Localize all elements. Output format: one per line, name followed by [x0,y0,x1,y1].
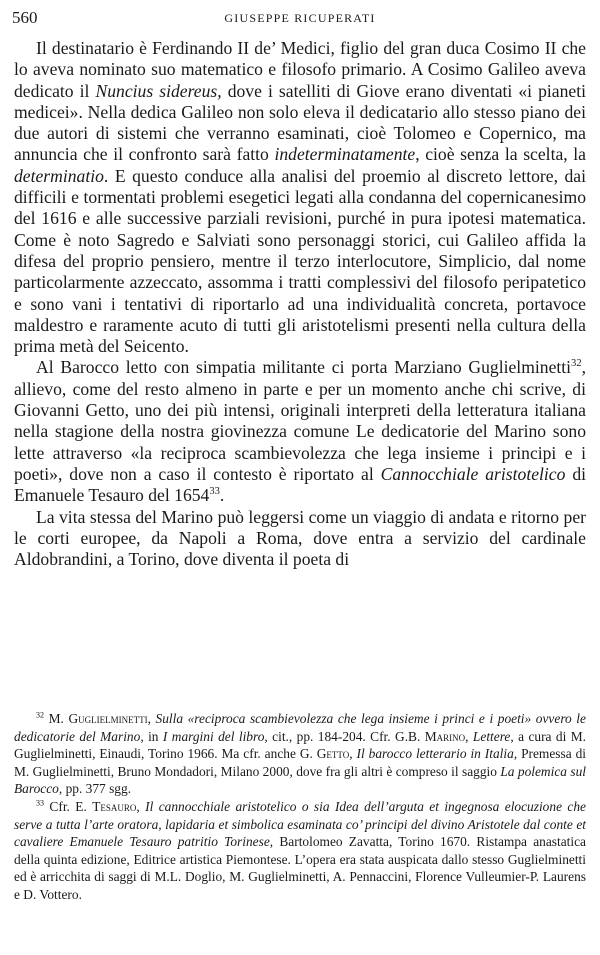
paragraph-galileo-dedication [14,38,586,357]
running-head: GIUSEPPE RICUPERATI [224,11,376,25]
author-name: Tesauro [92,798,137,814]
text-run: di Emanuele Tesauro del 1654 [14,463,587,506]
text-run: , [349,746,357,762]
italic-title: Lettere [472,728,511,744]
text-run: , a cura di M. Guglielminetti, Einaudi, Torino 1966. Ma cfr. anche G. [14,728,586,762]
footnote-32 [14,710,586,798]
text-run: M. [48,711,69,726]
text-run: Cfr. E. [49,798,93,814]
italic-term: indeterminatamente [274,144,416,165]
footnote-ref-32[interactable]: 32 [571,358,582,370]
text-run: , pp. 377 sgg. [58,781,132,797]
footnotes [14,710,586,904]
paragraph-barocco [14,357,586,506]
author-name: Getto [316,746,350,762]
footnote-ref-33[interactable]: 33 [209,486,220,498]
author-name: Marino [424,728,466,744]
text-run: dove i satelliti di Giove erano diventati «i pianeti medicei». Nella dedica Galileo non solo eleva il dedicatario allo stesso piano dei due autori di sistemi che verranno esaminati, cioè Tolomeo e Copernico, ma annuncia che il confronto sarà fatto [14,80,586,165]
text-run: , [147,711,156,726]
text-run: Il destinatario è Ferdinando II de’ Medici, figlio del gran duca Cosimo II che lo aveva nominato suo matematico e filosofo primario. A Cosimo Galileo aveva dedicato il [14,38,586,101]
page-header [12,8,588,30]
footnote-number: 32 [36,710,45,720]
main-text [14,38,586,570]
italic-title: La polemica sul Barocco [14,763,586,797]
author-name: Guglielminetti [68,711,148,726]
text-run: , [136,798,146,814]
text-run: , [465,728,473,744]
italic-title: Il cannocchiale aristotelico o sia Idea dell’arguta et ingegnosa elocuzione che serve a tutta l’arte oratora, lapidaria et simbolica esaminata co’ principi del divino Aristotele dal conte et cavaliere Emanuele Tesauro patritio Torinese [14,798,586,850]
footnote-33 [14,798,586,904]
text-run: . E questo conduce alla analisi del proemio al discreto lettore, dai difficili e tormentati problemi esegetici legati alla condanna del copernicanesimo del 1616 e alle successive parziali revisioni, purché in pura ipotesi matematica. Come è noto Sagredo e Salviati sono personaggi storici, cui Galileo affida la difesa del proprio pensiero, mentre il terzo interlocutore, Simplicio, dal nome particolarmente azzeccato, assomma i tratti complessivi del filosofo peripatetico e sono vani i tentativi di riportarlo ad una individualità concreta, portavoce maldestro e raramente acuto di tutti gli aristotelismi presenti nella cultura della prima metà del Seicento. [14,165,586,357]
text-run: , in [140,728,163,744]
text-run: , allievo, come del resto almeno in parte e per un momento anche chi scrive, di Giovanni Getto, uno dei più intensi, originali interpreti della letteratura italiana nella stagione della nostra giovinezza comune Le dedicatorie del Marino sono lette attraverso «la reciproca scambievolezza che lega insieme i principi e i poeti», dove non a caso il contesto è riportato al [14,357,586,484]
italic-title: Il barocco letterario in Italia [356,746,514,762]
italic-title: Nuncius sidereus, [95,80,222,101]
page-number: 560 [12,8,38,27]
footnote-number: 33 [36,798,45,808]
text-run: La vita stessa del Marino può leggersi come un viaggio di andata e ritorno per le corti europee, da Napoli a Roma, dove entra a servizio del cardinale Aldobrandini, a Torino, dove diventa il poeta di [14,506,586,570]
text-run: . [219,485,225,506]
paragraph-marino-life [14,507,586,571]
text-run: , cioè senza la scelta, la [415,144,586,165]
text-run: , cit., pp. 184-204. Cfr. G.B. [264,728,425,744]
text-run: , Premessa di M. Guglielminetti, Bruno Mondadori, Milano 2000, dove fra gli altri è compreso il saggio [14,746,586,779]
text-run: , Bartolomeo Zavatta, Torino 1670. Ristampa anastatica della quinta edizione, Editrice artistica Piemontese. L’opera era stata auspicata dallo stesso Guglielminetti ed è arricchita di saggi di M.L. Doglio, M. Guglielminetti, A. Pennaccini, Florence Vulleumier-P. Laurens e D. Vottero. [14,834,586,902]
text-run: Al Barocco letto con simpatia militante ci porta Marziano Guglielminetti [36,357,572,378]
italic-term: determinatio [14,165,104,186]
italic-title: I margini del libro [162,728,265,744]
italic-title: Sulla «reciproca scambievolezza che lega insieme i princi e i poeti» ovvero le dedicatorie del Marino [14,711,586,744]
italic-title: Cannocchiale aristotelico [380,463,566,484]
